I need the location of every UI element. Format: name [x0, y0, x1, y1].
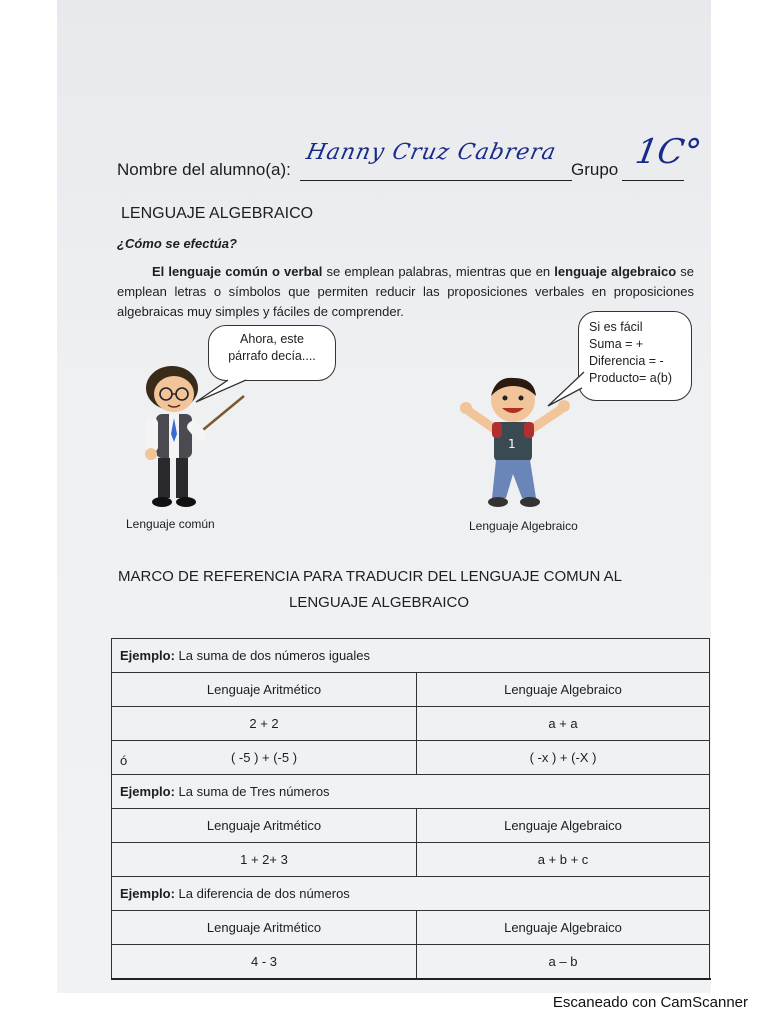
table-row: [112, 707, 710, 741]
header-alg: Lenguaje Algebraico: [417, 673, 710, 707]
grupo-label: Grupo: [571, 160, 619, 179]
scanner-watermark: Escaneado con CamScanner: [552, 994, 748, 1011]
caption-lenguaje-algebraico: Lenguaje Algebraico: [469, 519, 578, 533]
example-3-desc: La diferencia de dos números: [178, 886, 350, 901]
ex1-alg-2: ( -x ) + (-X ): [417, 741, 710, 775]
header-arith: Lenguaje Aritmético: [112, 809, 417, 843]
bubble-left-line1: Ahora, este: [240, 332, 304, 346]
ex1-arith-1: 2 + 2: [112, 707, 417, 741]
bubble-left-line2: párrafo decía....: [228, 349, 316, 363]
bubble-right-line2: Suma = +: [589, 337, 644, 351]
ex3-alg: a – b: [417, 945, 710, 979]
example-1-cell: [112, 639, 710, 673]
para-text-2: se emplean letras o símbolos que permiten reducir las proposiciones verbales en proposiciones algebraicas muy simples y fáciles de comprender.: [117, 264, 695, 319]
bold-lenguaje-algebraico: lenguaje algebraico: [554, 264, 677, 279]
table-row: [112, 673, 710, 707]
page-title: LENGUAJE ALGEBRAICO: [121, 205, 314, 222]
teacher-character-illustration: [136, 362, 251, 512]
example-label: Ejemplo:: [120, 886, 175, 901]
or-mark: ó: [120, 753, 128, 768]
bubble-right-line4: Producto= a(b): [589, 371, 673, 385]
table-row: [112, 775, 710, 809]
section-title-line1: MARCO DE REFERENCIA PARA TRADUCIR DEL LENGUAJE COMUN AL: [118, 568, 622, 585]
svg-text:1: 1: [508, 437, 516, 451]
header-alg: Lenguaje Algebraico: [417, 809, 710, 843]
translation-table: [111, 638, 710, 979]
table-row: [112, 741, 710, 775]
bubble-right-line1: Si es fácil: [589, 320, 643, 334]
header-arith: Lenguaje Aritmético: [112, 911, 417, 945]
table-row: [112, 945, 710, 979]
student-name-handwritten: Hanny Cruz Cabrera: [303, 140, 559, 165]
ex3-arith: 4 - 3: [112, 945, 417, 979]
ex2-arith: 1 + 2+ 3: [112, 843, 417, 877]
ex1-arith-2: ( -5 ) + (-5 ): [230, 750, 298, 765]
caption-lenguaje-comun: Lenguaje común: [126, 517, 215, 531]
example-label: Ejemplo:: [120, 784, 175, 799]
table-row: [112, 877, 710, 911]
ex2-alg: a + b + c: [417, 843, 710, 877]
example-2-desc: La suma de Tres números: [178, 784, 330, 799]
table-row: [112, 809, 710, 843]
table-row: [112, 639, 710, 673]
ex1-alg-1: a + a: [417, 707, 710, 741]
header-arith: Lenguaje Aritmético: [112, 673, 417, 707]
name-label: Nombre del alumno(a):: [117, 160, 291, 179]
example-label: Ejemplo:: [120, 648, 175, 663]
ex1-arith-2-cell: [112, 741, 417, 775]
example-3-cell: [112, 877, 710, 911]
question-subtitle: ¿Cómo se efectúa?: [117, 236, 237, 251]
example-1-desc: La suma de dos números iguales: [178, 648, 371, 663]
bold-lenguaje-comun: El lenguaje común o verbal: [152, 264, 323, 279]
header-alg: Lenguaje Algebraico: [417, 911, 710, 945]
table-row: [112, 843, 710, 877]
example-2-cell: [112, 775, 710, 809]
bubble-right-line3: Diferencia = -: [589, 354, 664, 368]
table-row: [112, 911, 710, 945]
bottom-rule: [111, 978, 711, 980]
boy-character-illustration: [456, 374, 576, 514]
section-title-line2: LENGUAJE ALGEBRAICO: [289, 594, 470, 611]
para-text-1: se emplean palabras, mientras que en: [322, 264, 555, 279]
grupo-value-handwritten: 1C°: [632, 132, 705, 172]
